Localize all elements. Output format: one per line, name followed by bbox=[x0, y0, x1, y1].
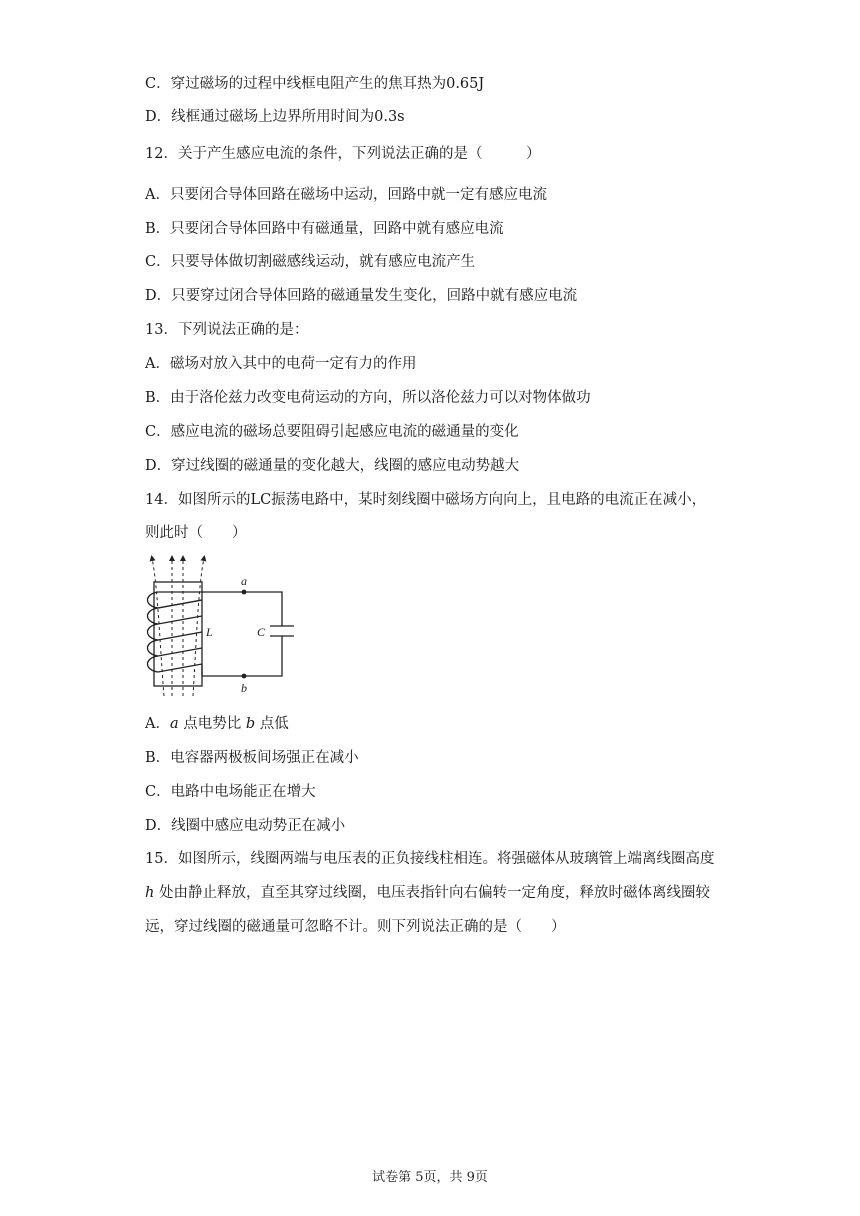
q11-option-d: D．线框通过磁场上边界所用时间为0.3s bbox=[145, 109, 405, 125]
q13-option-b: B．由于洛伦兹力改变电荷运动的方向，所以洛伦兹力可以对物体做功 bbox=[145, 390, 591, 406]
q14-stem-line1: 14．如图所示的LC振荡电路中，某时刻线圈中磁场方向向上，且电路的电流正在减小， bbox=[145, 492, 707, 508]
q15-stem: 15．如图所示，线圈两端与电压表的正负接线柱相连。将强磁体从玻璃管上端离线圈高度 h 处由静止释放，直至其穿过线圈，电压表指针向右偏转一定角度，释放时磁体离线圈较远，穿过线圈的磁通量可忽略不计。则下列说法正确的是（ ） bbox=[145, 851, 715, 935]
q13-option-c: C．感应电流的磁场总要阻碍引起感应电流的磁通量的变化 bbox=[145, 424, 519, 440]
q13-stem: 13．下列说法正确的是： bbox=[145, 322, 309, 338]
q12-stem: 12．关于产生感应电流的条件，下列说法正确的是（ ） bbox=[145, 146, 541, 162]
q12-option-d: D．只要穿过闭合导体回路的磁通量发生变化，回路中就有感应电流 bbox=[145, 288, 578, 304]
lc-circuit-diagram bbox=[140, 548, 310, 698]
q13-option-a: A．磁场对放入其中的电荷一定有力的作用 bbox=[145, 356, 417, 372]
q14-option-b: B．电容器两极板间场强正在减小 bbox=[145, 750, 359, 766]
q14-option-a: A．a 点电势比 b 点低 bbox=[145, 716, 289, 732]
q14-stem-line2: 则此时（ ） bbox=[145, 525, 247, 541]
circuit-wires bbox=[202, 592, 294, 676]
page-footer: 试卷第 5页，共 9页 bbox=[372, 1170, 488, 1185]
q13-option-d: D．穿过线圈的磁通量的变化越大，线圈的感应电动势越大 bbox=[145, 458, 520, 474]
label-b: b bbox=[241, 681, 247, 695]
node-b-dot bbox=[242, 674, 247, 679]
q12-option-b: B．只要闭合导体回路中有磁通量，回路中就有感应电流 bbox=[145, 221, 504, 237]
q11-option-c: C．穿过磁场的过程中线框电阻产生的焦耳热为0.65J bbox=[145, 76, 485, 92]
label-c: C bbox=[257, 625, 266, 639]
magnetic-field-lines bbox=[152, 558, 204, 696]
label-l: L bbox=[206, 625, 213, 639]
q12-option-a: A．只要闭合导体回路在磁场中运动，回路中就一定有感应电流 bbox=[145, 187, 547, 203]
label-a: a bbox=[241, 574, 247, 588]
q12-option-c: C．只要导体做切割磁感线运动，就有感应电流产生 bbox=[145, 254, 476, 270]
lc-circuit-figure bbox=[140, 548, 310, 698]
q14-option-d: D．线圈中感应电动势正在减小 bbox=[145, 818, 346, 834]
coil-windings bbox=[148, 592, 203, 676]
q14-option-c: C．电路中电场能正在增大 bbox=[145, 784, 316, 800]
node-a-dot bbox=[242, 590, 247, 595]
